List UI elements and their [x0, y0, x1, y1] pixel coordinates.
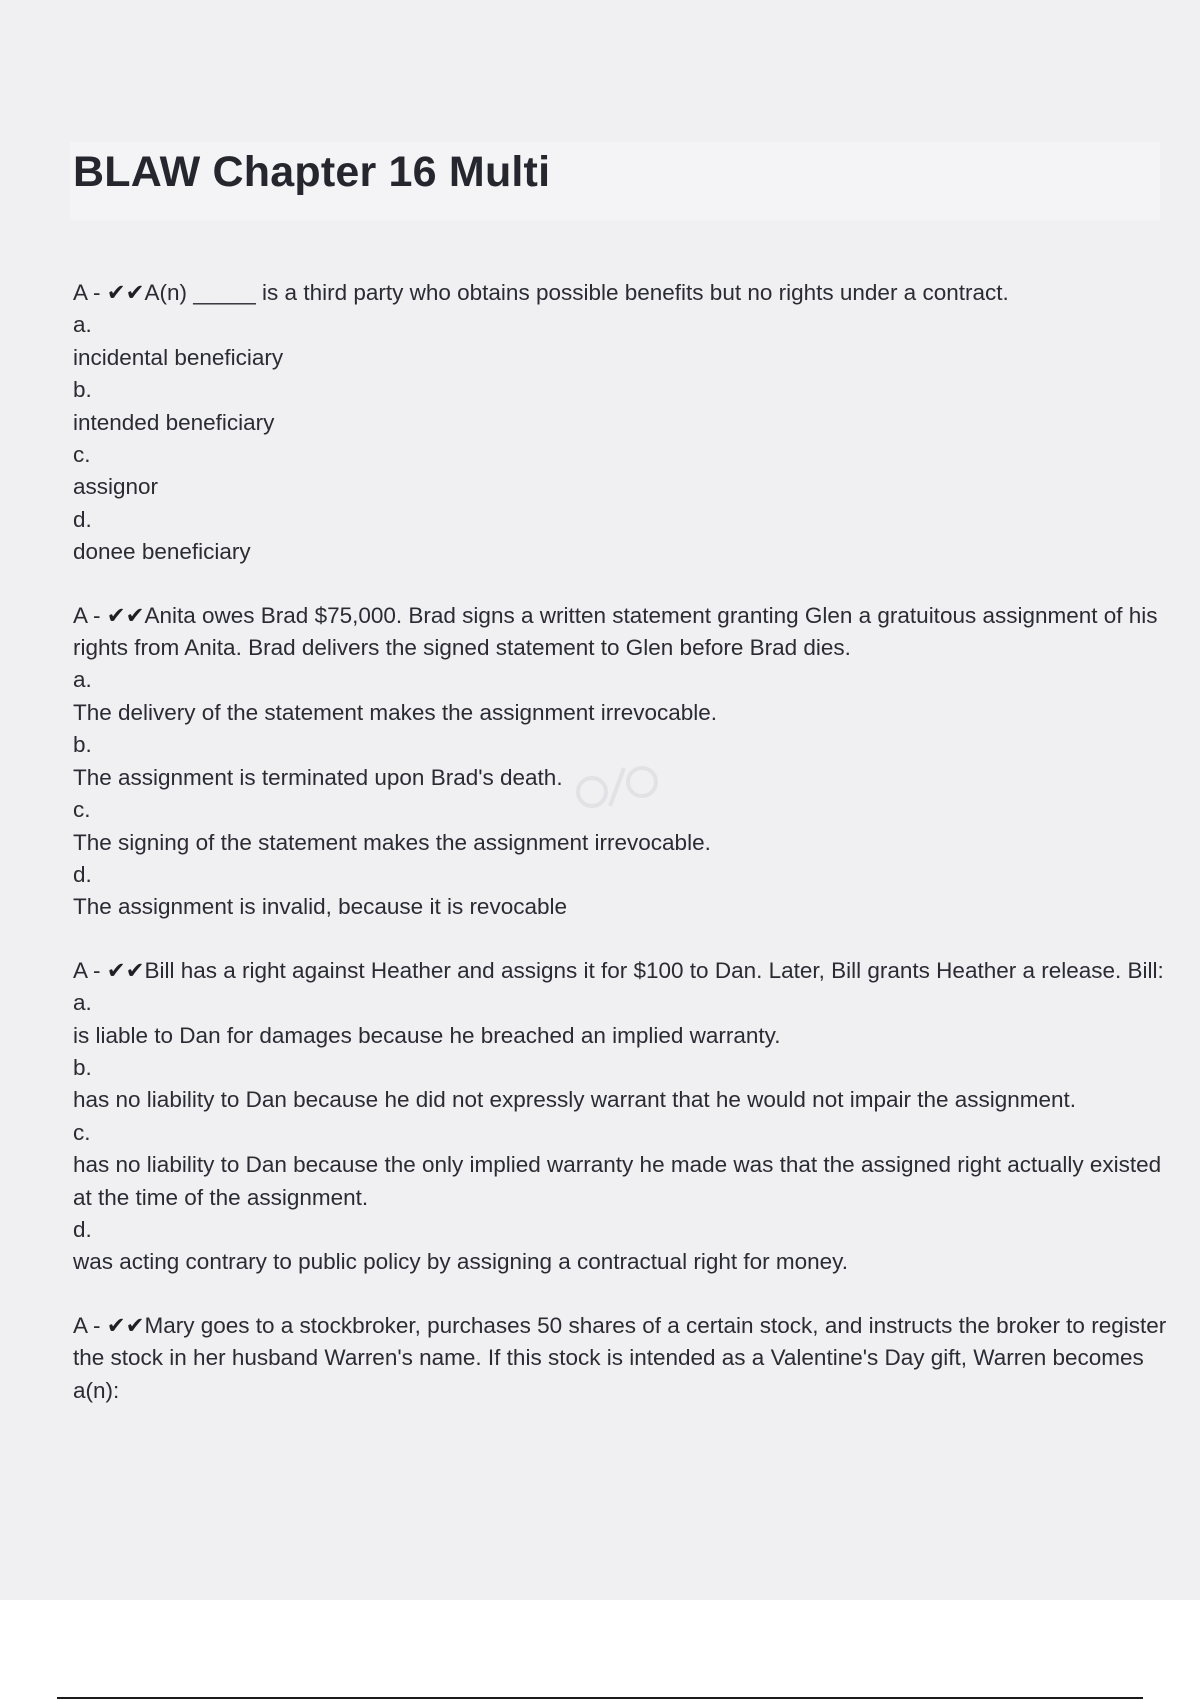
- question-stem: Bill has a right against Heather and assigns it for $100 to Dan. Later, Bill grants Heather a release. Bill:: [144, 957, 1164, 983]
- answer-prefix: A -: [73, 957, 107, 983]
- option-text: The delivery of the statement makes the assignment irrevocable.: [73, 699, 718, 725]
- question-block: [73, 955, 1168, 1279]
- footer-divider: [57, 1697, 1143, 1699]
- option-text: is liable to Dan for damages because he breached an implied warranty.: [73, 1022, 781, 1048]
- question-block: [73, 277, 1168, 569]
- checkmark-icon: ✔✔: [106, 280, 145, 305]
- option-letter: b.: [73, 377, 92, 403]
- option-letter: b.: [73, 1054, 92, 1080]
- option-letter: a.: [73, 667, 92, 693]
- option-text: The signing of the statement makes the assignment irrevocable.: [73, 829, 711, 855]
- option-text: The assignment is invalid, because it is revocable: [73, 894, 568, 920]
- option-text: has no liability to Dan because he did not expressly warrant that he would not impair the assignment.: [73, 1087, 1077, 1113]
- checkmark-icon: ✔✔: [106, 1312, 145, 1338]
- question-text: [73, 1310, 1168, 1407]
- question-stem: Mary goes to a stockbroker, purchases 50 shares of a certain stock, and instructs the broker to register the stock in her husband Warren's name. If this stock is intended as a Valentine's Day gift, Warren becomes a(n):: [73, 1312, 1167, 1403]
- question-stem: A(n) _____ is a third party who obtains possible benefits but no rights under a contract.: [144, 280, 1009, 305]
- option-letter: b.: [73, 732, 92, 758]
- question-stem: Anita owes Brad $75,000. Brad signs a written statement granting Glen a gratuitous assignment of his rights from Anita. Brad delivers the signed statement to Glen before Brad dies.: [73, 602, 1158, 661]
- option-letter: c.: [73, 1119, 91, 1145]
- option-text: has no liability to Dan because the only implied warranty he made was that the assigned right actually existed at the time of the assignment.: [73, 1152, 1162, 1210]
- option-letter: a.: [73, 990, 92, 1016]
- question-text: [73, 600, 1168, 665]
- option-text: The assignment is terminated upon Brad's death.: [73, 764, 563, 790]
- option-letter: c.: [73, 797, 91, 823]
- answer-prefix: A -: [73, 1312, 107, 1338]
- option-text: was acting contrary to public policy by assigning a contractual right for money.: [73, 1249, 848, 1275]
- option-letter: d.: [73, 506, 92, 532]
- checkmark-icon: ✔✔: [106, 602, 145, 628]
- option-text: incidental beneficiary: [73, 344, 284, 370]
- answer-prefix: A -: [73, 602, 107, 628]
- question-text: [73, 955, 1168, 987]
- question-block: [73, 600, 1168, 924]
- option-text: intended beneficiary: [73, 409, 275, 435]
- option-text: donee beneficiary: [73, 539, 251, 565]
- option-letter: c.: [73, 442, 91, 468]
- checkmark-icon: ✔✔: [106, 957, 145, 983]
- answer-prefix: A -: [73, 280, 107, 305]
- option-letter: d.: [73, 861, 92, 887]
- question-list: [73, 277, 1168, 1438]
- option-letter: d.: [73, 1216, 92, 1242]
- option-text: assignor: [73, 474, 159, 500]
- question-block: [73, 1310, 1168, 1407]
- option-letter: a.: [73, 312, 92, 338]
- page-title: BLAW Chapter 16 Multi: [73, 148, 551, 196]
- question-text: [73, 277, 1168, 309]
